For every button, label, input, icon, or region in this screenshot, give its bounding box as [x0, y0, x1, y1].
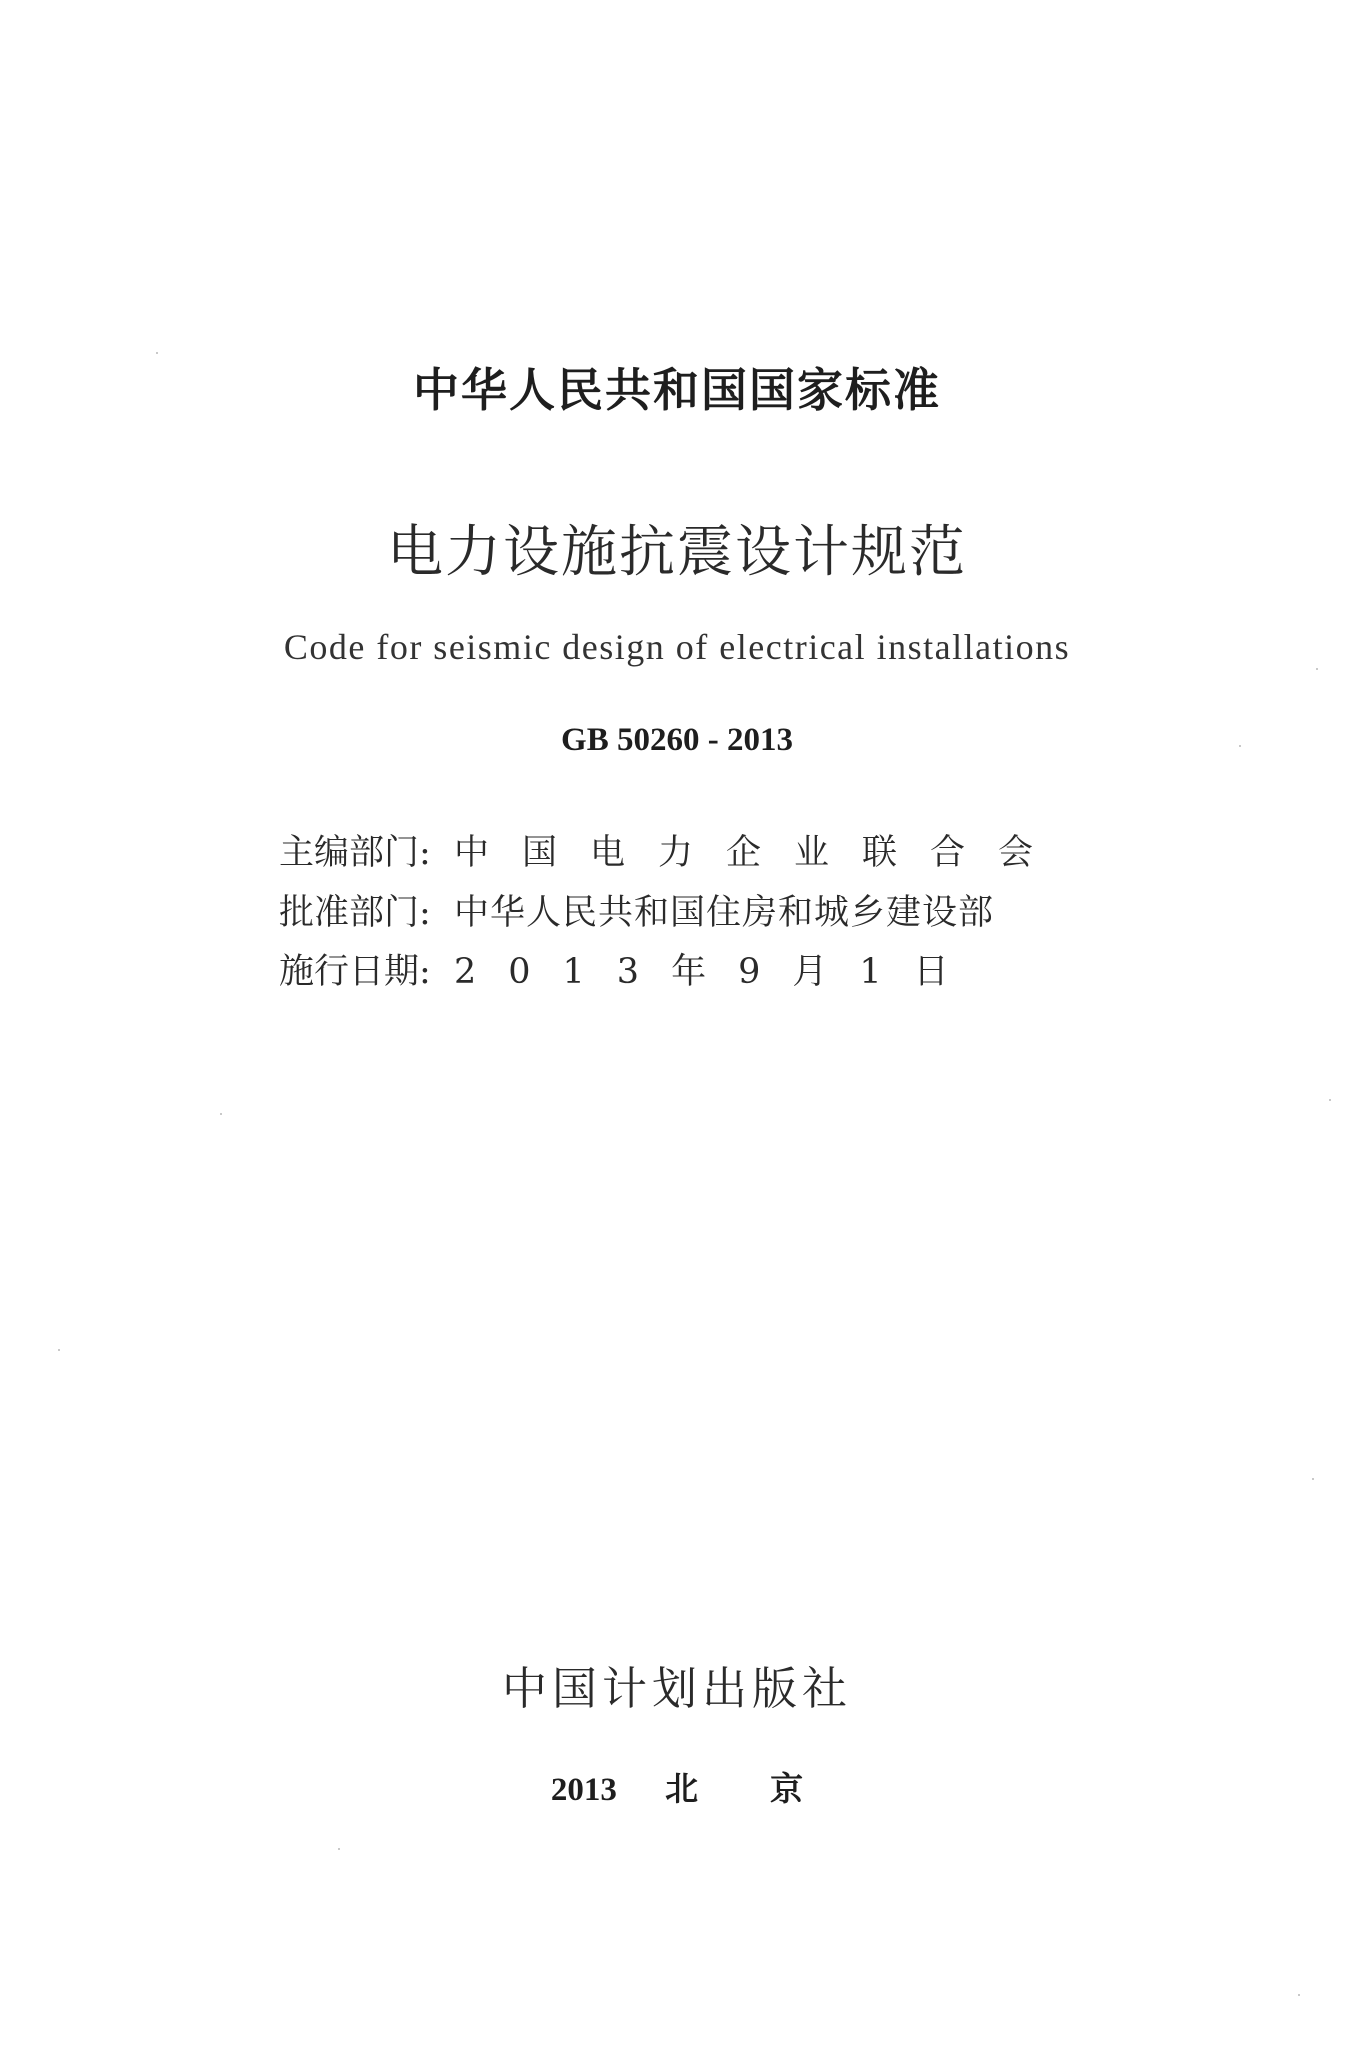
scan-speck	[1316, 668, 1318, 670]
scan-speck	[1298, 1994, 1300, 1996]
document-title-english: Code for seismic design of electrical installations	[283, 627, 1071, 667]
scan-speck	[156, 352, 158, 354]
approval-department-label: 批准部门:	[279, 893, 431, 933]
imprint-year: 2013	[550, 1772, 617, 1808]
standard-code: GB 50260 - 2013	[561, 722, 793, 758]
scan-speck	[1312, 1478, 1314, 1480]
editor-department-label: 主编部门:	[279, 833, 431, 873]
scan-speck	[338, 1848, 340, 1850]
imprint-line	[0, 1763, 1354, 1810]
scan-speck	[220, 1113, 222, 1115]
approval-department-value: 中华人民共和国住房和城乡建设部	[454, 893, 995, 933]
effective-date-value: 2013年9月1日	[454, 952, 981, 992]
standard-series-heading: 中华人民共和国国家标准	[413, 363, 941, 417]
imprint-city: 北京	[665, 1769, 876, 1808]
editor-department-value: 中国电力企业联合会	[454, 833, 1067, 873]
effective-date-label: 施行日期:	[279, 952, 431, 992]
scan-speck	[1329, 1099, 1331, 1101]
scan-speck	[1239, 745, 1241, 747]
document-title-chinese: 电力设施抗震设计规范	[387, 520, 967, 585]
scan-speck	[58, 1349, 60, 1351]
publisher-name: 中国计划出版社	[501, 1662, 852, 1715]
